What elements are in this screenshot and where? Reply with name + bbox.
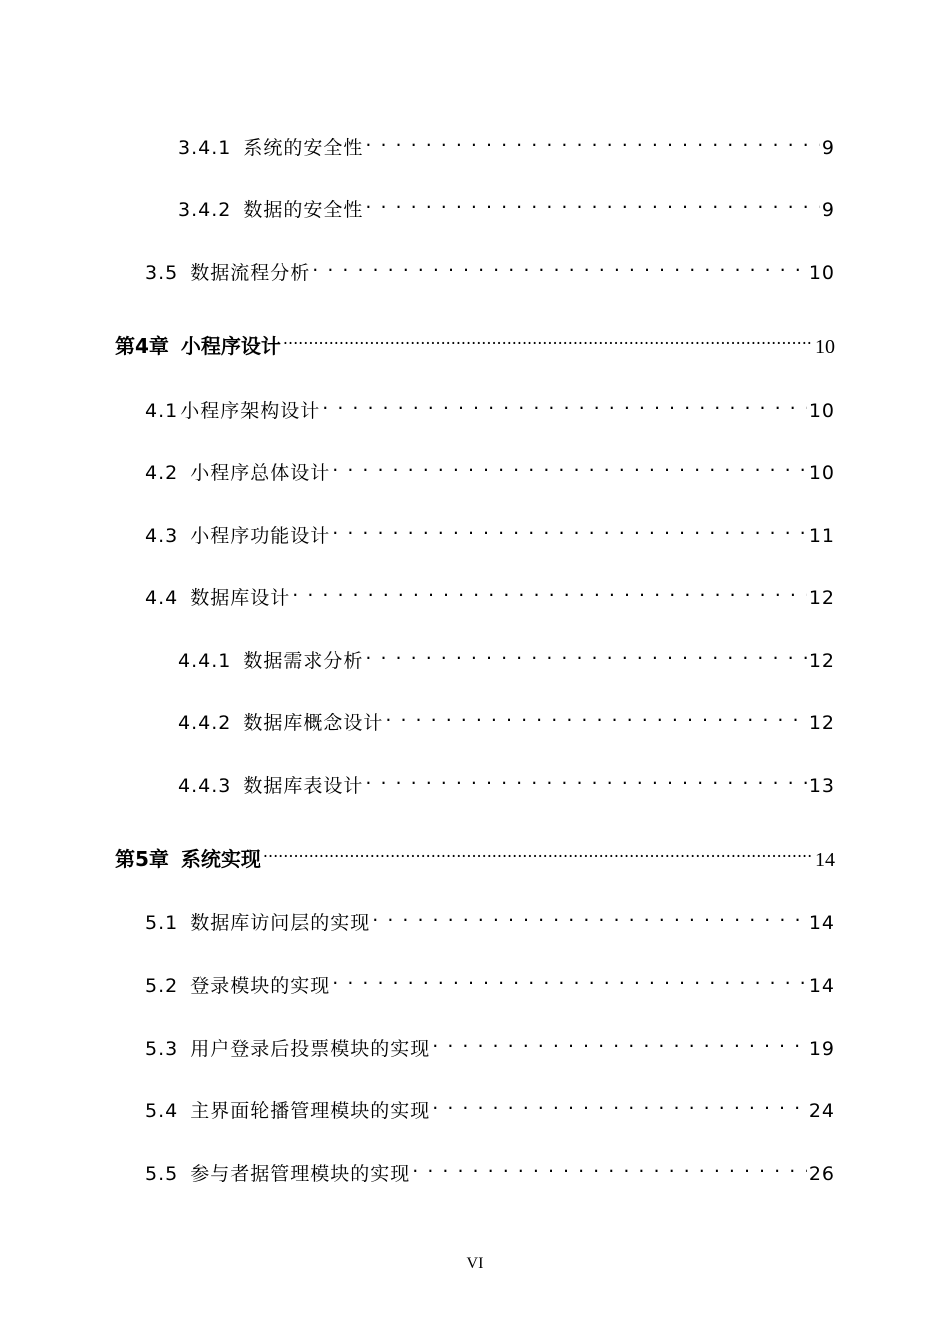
toc-title: 系统的安全性 bbox=[243, 137, 364, 159]
toc-chapter-number: 第4章 bbox=[115, 334, 169, 358]
toc-page-number: 14 bbox=[808, 912, 835, 934]
toc-leader-dots bbox=[365, 764, 806, 792]
toc-title: 主界面轮播管理模块的实现 bbox=[190, 1100, 431, 1122]
toc-chapter-entry[interactable] bbox=[115, 325, 835, 358]
toc-entry[interactable] bbox=[178, 126, 835, 159]
toc-title: 数据库设计 bbox=[190, 587, 291, 609]
toc-leader-dots bbox=[312, 251, 807, 279]
toc-title: 小程序功能设计 bbox=[190, 525, 331, 547]
toc-number: 4.2 bbox=[145, 462, 179, 484]
toc-page-number: 26 bbox=[808, 1163, 835, 1185]
page-footer-number: VI bbox=[466, 1255, 484, 1272]
toc-entry[interactable] bbox=[145, 964, 835, 997]
toc-chapter-title: 系统实现 bbox=[180, 847, 261, 871]
toc-title: 参与者据管理模块的实现 bbox=[190, 1163, 411, 1185]
toc-page-number: 19 bbox=[808, 1038, 835, 1060]
toc-leader-dots bbox=[292, 576, 807, 604]
toc-page-number: 12 bbox=[808, 712, 835, 734]
toc-entry[interactable] bbox=[178, 764, 835, 797]
toc-page-number: 12 bbox=[808, 587, 835, 609]
toc-number: 5.1 bbox=[145, 912, 179, 934]
toc-title: 数据库表设计 bbox=[243, 775, 364, 797]
toc-page-number: 12 bbox=[808, 650, 835, 672]
toc-leader-dots bbox=[385, 701, 806, 729]
toc-title: 小程序架构设计 bbox=[180, 400, 321, 422]
toc-leader-dots bbox=[372, 901, 807, 929]
toc-entry[interactable] bbox=[178, 639, 835, 672]
toc-title: 数据流程分析 bbox=[190, 262, 311, 284]
toc-number: 4.4 bbox=[145, 587, 179, 609]
toc-leader-dots bbox=[365, 126, 820, 154]
toc-chapter-number: 第5章 bbox=[115, 847, 169, 871]
toc-leader-dots bbox=[283, 325, 813, 353]
toc-page-number: 10 bbox=[808, 400, 835, 422]
toc-leader-dots bbox=[263, 838, 813, 866]
toc-entry[interactable] bbox=[145, 451, 835, 484]
toc-page-number: 13 bbox=[808, 775, 835, 797]
toc-entry[interactable] bbox=[145, 514, 835, 547]
toc-page-number: 14 bbox=[808, 975, 835, 997]
toc-entry[interactable] bbox=[178, 188, 835, 221]
toc-leader-dots bbox=[322, 389, 807, 417]
toc-page-number: 24 bbox=[808, 1100, 835, 1122]
toc-chapter-title: 小程序设计 bbox=[180, 334, 281, 358]
toc-number: 3.4.2 bbox=[178, 199, 232, 221]
toc-entry[interactable] bbox=[145, 576, 835, 609]
toc-leader-dots bbox=[365, 639, 806, 667]
toc-page-number: 10 bbox=[808, 262, 835, 284]
toc-leader-dots bbox=[412, 1152, 807, 1180]
toc-number: 5.4 bbox=[145, 1100, 179, 1122]
toc-entry[interactable] bbox=[145, 1027, 835, 1060]
toc-number: 3.5 bbox=[145, 262, 179, 284]
toc-leader-dots bbox=[332, 964, 807, 992]
toc-number: 4.1 bbox=[145, 400, 179, 422]
toc-page-number: 9 bbox=[821, 199, 835, 221]
toc-title: 数据库访问层的实现 bbox=[190, 912, 371, 934]
toc-title: 用户登录后投票模块的实现 bbox=[190, 1038, 431, 1060]
toc-page-number: 10 bbox=[808, 462, 835, 484]
toc-title: 小程序总体设计 bbox=[190, 462, 331, 484]
toc-leader-dots bbox=[365, 188, 820, 216]
toc-page-number: 14 bbox=[815, 849, 835, 871]
toc-entry[interactable] bbox=[145, 1089, 835, 1122]
toc-entry[interactable] bbox=[178, 701, 835, 734]
toc-number: 4.4.1 bbox=[178, 650, 232, 672]
toc-page-number: 9 bbox=[821, 137, 835, 159]
toc-number: 4.4.2 bbox=[178, 712, 232, 734]
toc-entry[interactable] bbox=[145, 1152, 835, 1185]
toc-leader-dots bbox=[332, 514, 807, 542]
toc-number: 4.4.3 bbox=[178, 775, 232, 797]
toc-page-number: 11 bbox=[808, 525, 835, 547]
toc-title: 数据库概念设计 bbox=[243, 712, 384, 734]
toc-leader-dots bbox=[432, 1089, 807, 1117]
toc-number: 5.5 bbox=[145, 1163, 179, 1185]
toc-title: 数据的安全性 bbox=[243, 199, 364, 221]
toc-title: 登录模块的实现 bbox=[190, 975, 331, 997]
toc-entry[interactable] bbox=[145, 251, 835, 284]
toc-number: 4.3 bbox=[145, 525, 179, 547]
toc-entry[interactable] bbox=[145, 901, 835, 934]
toc-chapter-entry[interactable] bbox=[115, 838, 835, 871]
toc-leader-dots bbox=[332, 451, 807, 479]
toc-number: 5.3 bbox=[145, 1038, 179, 1060]
toc-entry[interactable] bbox=[145, 389, 835, 422]
toc-number: 3.4.1 bbox=[178, 137, 232, 159]
toc-number: 5.2 bbox=[145, 975, 179, 997]
toc-page-number: 10 bbox=[815, 336, 835, 358]
toc-leader-dots bbox=[432, 1027, 807, 1055]
toc-title: 数据需求分析 bbox=[243, 650, 364, 672]
